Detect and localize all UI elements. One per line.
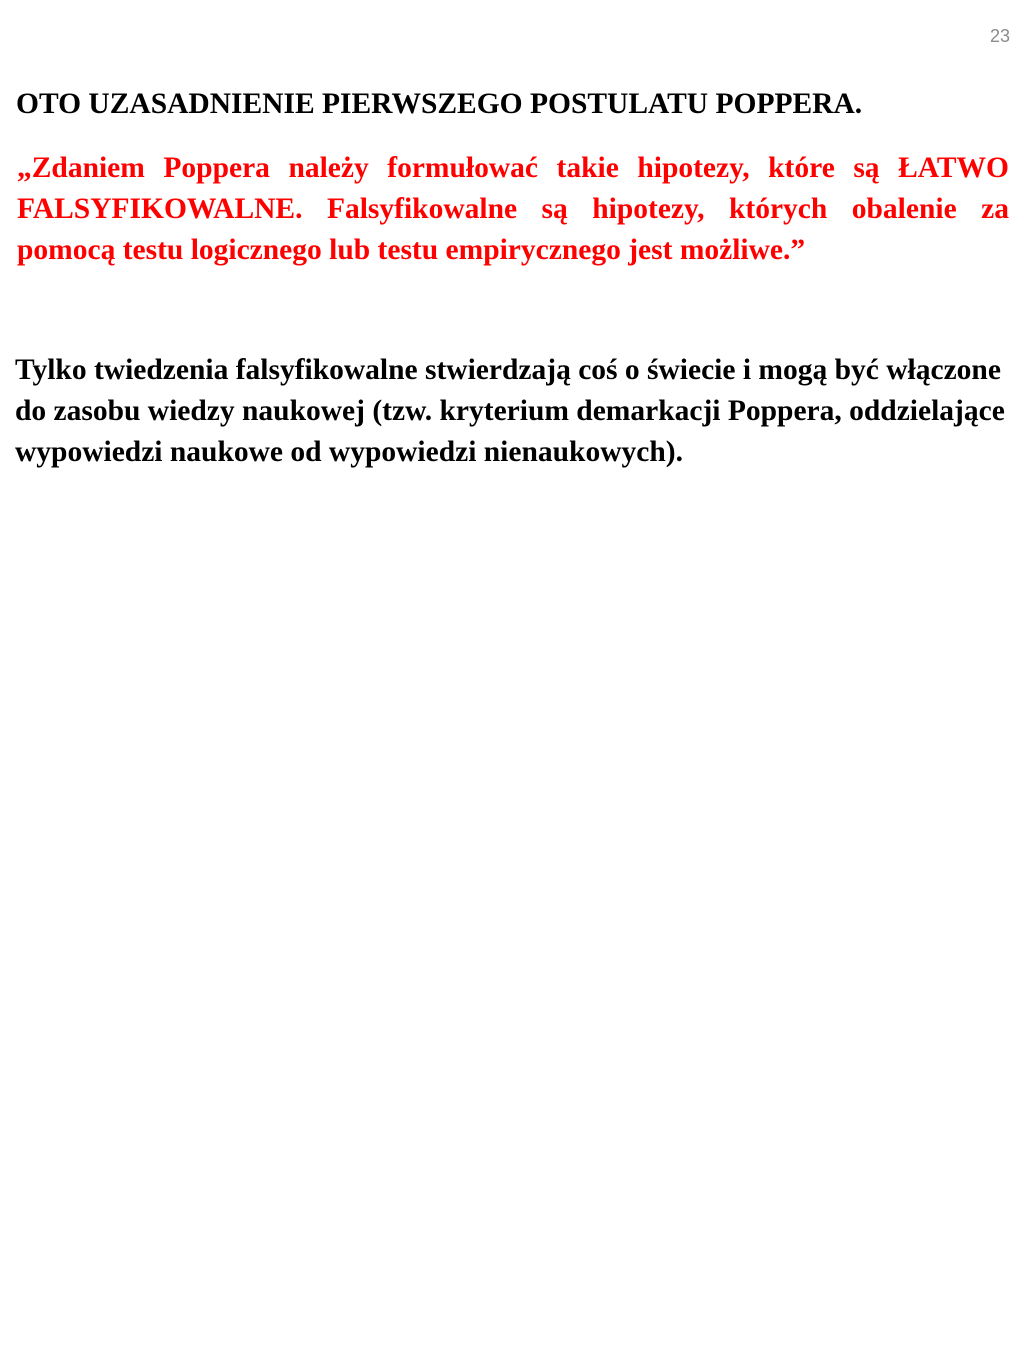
popper-quote: „Zdaniem Poppera należy formułować takie hipotezy, które są ŁATWO FALSYFIKOWALNE. Falsyfikowalne są hipotezy, których obalenie za pomocą testu logicznego lub testu empirycznego jest możliwe.” bbox=[17, 152, 1009, 266]
page-number: 23 bbox=[989, 26, 1010, 46]
slide-title: OTO UZASADNIENIE PIERWSZEGO POSTULATU POPPERA. bbox=[16, 88, 863, 120]
body-paragraph: Tylko twiedzenia falsyfikowalne stwierdzają coś o świecie i mogą być włączone do zasobu wiedzy naukowej (tzw. kryterium demarkacji Poppera, oddzielające wypowiedzi naukowe od wypowiedzi nienaukowych). bbox=[15, 354, 1005, 468]
